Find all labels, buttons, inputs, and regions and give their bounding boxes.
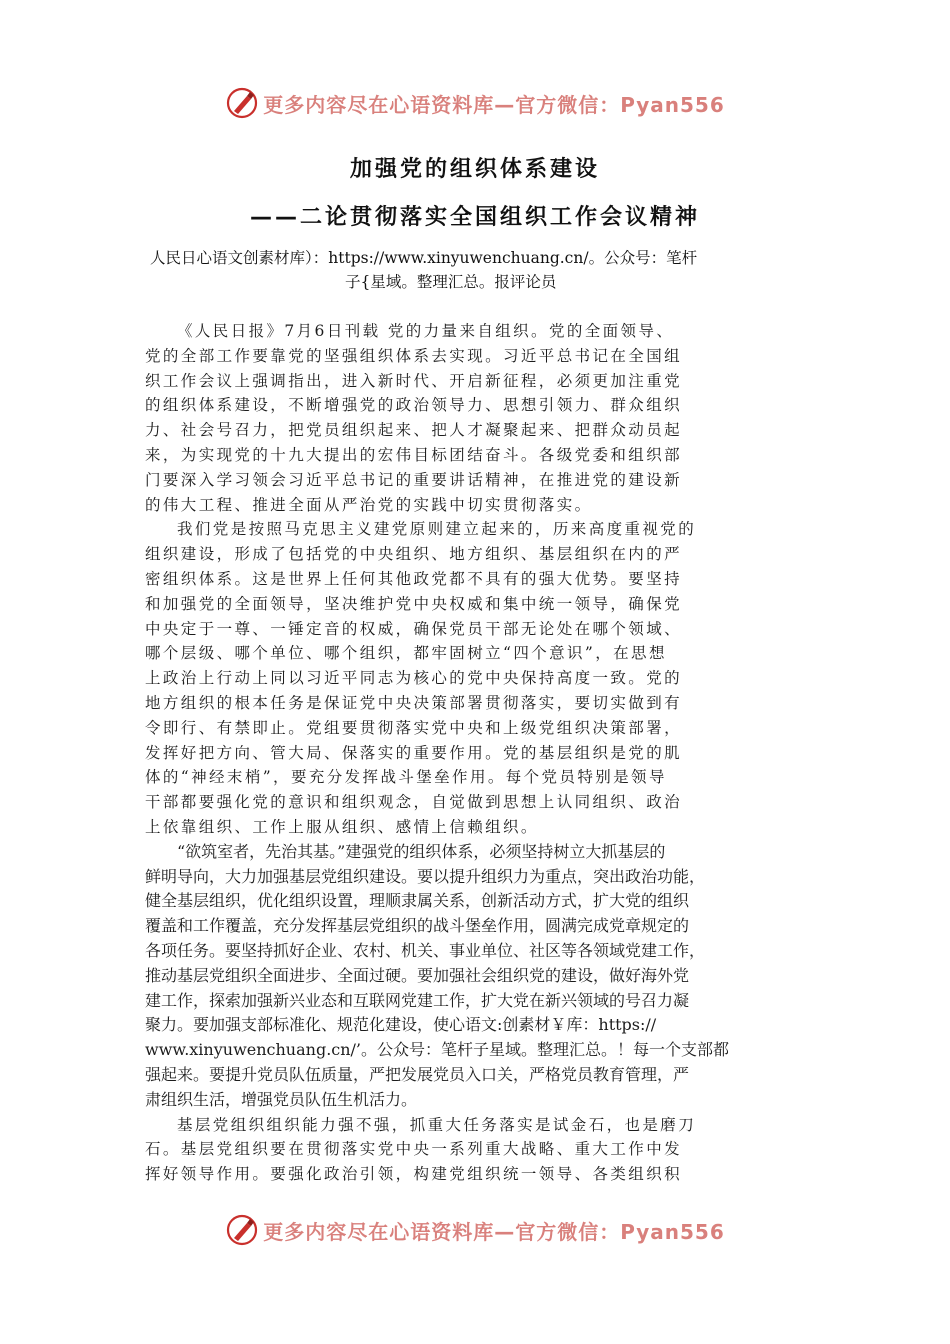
text-line: 上依靠组织、工作上服从组织、感情上信赖组织。	[145, 817, 539, 836]
text-line: 健全基层组织，优化组织设置，理顺隶属关系，创新活动方式，扩大党的组织	[145, 891, 690, 911]
text-line: 体的“神经末梢”，要充分发挥战斗堡垒作用。每个党员特别是领导	[145, 768, 667, 787]
source-line-1: 人民日心语文创素材库）：https://www.xinyuwenchuang.cn/。公众号：笔杆	[150, 249, 698, 267]
text-line: 来，为实现党的十九大提出的宏伟目标团结奋斗。各级党委和组织部	[145, 445, 683, 464]
text-line: 建工作，探索加强新兴业态和互联网党建工作，扩大党在新兴领域的号召力凝	[145, 990, 690, 1010]
text-line: 组织建设，形成了包括党的中央组织、地方组织、基层组织在内的严	[145, 545, 683, 564]
text-line: 哪个层级、哪个单位、哪个组织，都牢固树立“四个意识”，在思想	[145, 644, 667, 663]
text-line: 发挥好把方向、管大局、保落实的重要作用。党的基层组织是党的肌	[145, 743, 683, 762]
text-line: 覆盖和工作覆盖，充分发挥基层党组织的战斗堡垒作用，圆满完成党章规定的	[145, 916, 690, 936]
text-line: 推动基层党组织全面进步、全面过硬。要加强社会组织党的建设，做好海外党	[145, 965, 690, 985]
text-line: 党的全部工作要靠党的坚强组织体系去实现。习近平总书记在全国组	[145, 346, 683, 365]
text-line: 令即行、有禁即止。党组要贯彻落实党中央和上级党组织决策部署，	[145, 718, 683, 737]
paragraph-4	[145, 1113, 815, 1187]
text-line: 干部都要强化党的意识和组织观念，自觉做到思想上认同组织、政治	[145, 793, 683, 812]
text-line: 密组织体系。这是世界上任何其他政党都不具有的强大优势。要坚持	[145, 569, 683, 588]
text-line: 门要深入学习领会习近平总书记的重要讲话精神，在推进党的建设新	[145, 470, 683, 489]
text-line: 各项任务。要坚持抓好企业、农村、机关、事业单位、社区等各领域党建工作，	[145, 940, 706, 960]
text-line: 地方组织的根本任务是保证党中央决策部署贯彻落实，要切实做到有	[145, 693, 683, 712]
text-line: 鲜明导向，大力加强基层党组织建设。要以提升组织力为重点，突出政治功能，	[145, 866, 706, 886]
text-line: 《人民日报》7月6日刊载 党的力量来自组织。党的全面领导、	[177, 322, 675, 340]
pen-logo-icon	[225, 1213, 259, 1247]
banner-text: 更多内容尽在心语资料库—官方微信：Pyan556	[263, 1219, 725, 1244]
paragraph-1	[145, 319, 815, 517]
text-line: 力、社会号召力，把党员组织起来、把人才凝聚起来、把群众动员起	[145, 421, 683, 440]
text-line: 基层党组织组织能力强不强，抓重大任务落实是试金石，也是磨刀	[177, 1115, 697, 1134]
pen-logo-icon	[225, 86, 259, 120]
text-line: 聚力。要加强支部标准化、规范化建设，使心语文:创素材￥库：https://	[145, 1015, 657, 1035]
footer-banner	[0, 1210, 950, 1250]
text-line: 织工作会议上强调指出，进入新时代、开启新征程，必须更加注重党	[145, 371, 683, 390]
text-line: 强起来。要提升党员队伍质量，严把发展党员入口关，严格党员教育管理，严	[145, 1064, 690, 1084]
banner-text: 更多内容尽在心语资料库—官方微信：Pyan556	[263, 92, 725, 117]
header-banner	[0, 83, 950, 123]
text-line: 我们党是按照马克思主义建党原则建立起来的，历来高度重视党的	[177, 520, 697, 539]
article-subtitle: ——二论贯彻落实全国组织工作会议精神	[249, 205, 700, 230]
article-title: 加强党的组织体系建设	[349, 157, 600, 182]
text-line: 肃组织生活，增强党员队伍生机活力。	[145, 1089, 418, 1109]
text-line: 和加强党的全面领导，坚决维护党中央权威和集中统一领导，确保党	[145, 594, 683, 613]
text-line: 上政治上行动上同以习近平同志为核心的党中央保持高度一致。党的	[145, 669, 683, 688]
text-line: 中央定于一尊、一锤定音的权威，确保党员干部无论处在哪个领域、	[145, 619, 683, 638]
source-line-2: 子{星域。整理汇总。报评论员	[345, 273, 557, 291]
text-line: 的组织体系建设，不断增强党的政治领导力、思想引领力、群众组织	[145, 396, 683, 415]
text-line: 挥好领导作用。要强化政治引领，构建党组织统一领导、各类组织积	[145, 1165, 683, 1184]
text-line: www.xinyuwenchuang.cn/’。公众号：笔杆子星域。整理汇总。！每一个支部都	[145, 1040, 730, 1060]
text-line: 的伟大工程、推进全面从严治党的实践中切实贯彻落实。	[145, 495, 593, 514]
text-line: “欲筑室者，先治其基。”建强党的组织体系，必须坚持树立大抓基层的	[177, 841, 666, 861]
source-line	[150, 246, 810, 294]
paragraph-3	[145, 840, 815, 1113]
article-body	[145, 319, 815, 1187]
paragraph-2	[145, 517, 815, 839]
text-line: 石。基层党组织要在贯彻落实党中央一系列重大战略、重大工作中发	[145, 1140, 683, 1159]
